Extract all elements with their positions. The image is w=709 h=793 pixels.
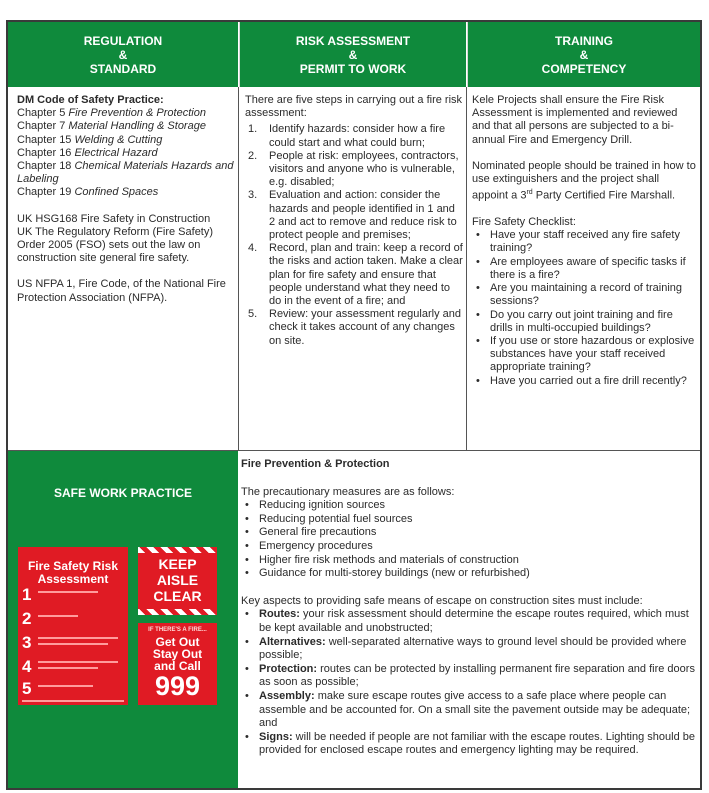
get-out-call-999-sign bbox=[138, 623, 217, 705]
aspect-item bbox=[241, 608, 696, 635]
keep-line: CLEAR bbox=[153, 588, 202, 604]
chapter-title: Chemical Materials Hazards and Labeling bbox=[17, 160, 234, 186]
document-table bbox=[6, 20, 702, 790]
checklist-item: • Have you carried out a fire drill recently? bbox=[472, 375, 696, 388]
poster-step-number: 5 bbox=[22, 679, 32, 698]
chapter-number: Chapter 19 bbox=[17, 186, 75, 199]
aspect-item bbox=[241, 636, 696, 663]
aspect-item bbox=[241, 690, 696, 731]
column-divider bbox=[238, 87, 239, 450]
measure-item: • Guidance for multi-storey buildings (new or refurbished) bbox=[241, 567, 696, 581]
safe-work-practice-panel bbox=[8, 451, 238, 788]
measure-item: • Reducing potential fuel sources bbox=[241, 513, 696, 527]
chapter-number: Chapter 15 bbox=[17, 133, 75, 146]
header-line: REGULATION bbox=[83, 33, 163, 48]
keep-line: AISLE bbox=[156, 572, 199, 588]
risk-step: 1. Identify hazards: consider how a fire could start and what could burn; bbox=[248, 123, 446, 149]
aspect-label: Assembly: bbox=[259, 689, 315, 702]
chapter-title: Fire Prevention & Protection bbox=[68, 107, 206, 120]
getout-small-text: IF THERE'S A FIRE... bbox=[148, 627, 207, 633]
aspect-label: Protection: bbox=[259, 662, 318, 675]
chapter-item bbox=[17, 186, 235, 199]
checklist-item: • Are you maintaining a record of training sessions? bbox=[472, 282, 696, 308]
regulation-heading: DM Code of Safety Practice: bbox=[17, 94, 164, 106]
poster-title: Fire Safety Risk Assessment bbox=[27, 559, 119, 586]
header-line: & bbox=[348, 47, 358, 62]
fire-prevention-title: Fire Prevention & Protection bbox=[241, 458, 390, 470]
measures-intro: The precautionary measures are as follows: bbox=[241, 485, 455, 498]
checklist-item: • Have your staff received any fire safety training? bbox=[472, 229, 696, 255]
getout-line: and Call bbox=[154, 659, 201, 673]
risk-steps bbox=[245, 123, 463, 347]
checklist bbox=[472, 229, 696, 387]
us-nfpa: US NFPA 1, Fire Code, of the National Fire Protection Association (NFPA). bbox=[17, 278, 226, 304]
chapter-title: Confined Spaces bbox=[74, 186, 159, 199]
header-regulation bbox=[8, 22, 238, 87]
header-risk-assessment bbox=[239, 22, 466, 87]
getout-line: Stay Out bbox=[152, 647, 203, 661]
aspect-text: routes can be protected by installing permanent fire separation and fire doors as soon as possible; bbox=[259, 662, 695, 689]
aspect-item bbox=[241, 731, 696, 758]
aspect-label: Routes: bbox=[259, 608, 300, 621]
key-aspects-intro: Key aspects to providing safe means of escape on construction sites must include: bbox=[241, 594, 643, 607]
chapter-item bbox=[17, 160, 235, 186]
header-line: COMPETENCY bbox=[541, 61, 627, 76]
keep-aisle-clear-sign bbox=[138, 547, 217, 615]
training-paragraph-1: Kele Projects shall ensure the Fire Risk Assessment is implemented and reviewed and that all persons are subjected to a bi-annual Fire and Emergency Drill. bbox=[472, 94, 678, 146]
aspect-label: Signs: bbox=[259, 730, 293, 743]
chapter-number: Chapter 5 bbox=[17, 107, 69, 120]
checklist-item: • Are employees aware of specific tasks if there is a fire? bbox=[472, 256, 696, 282]
measure-item: • Higher fire risk methods and materials of construction bbox=[241, 554, 696, 568]
chapter-title: Welding & Cutting bbox=[74, 133, 163, 146]
risk-step: 5. Review: your assessment regularly and check it takes account of any changes on site. bbox=[248, 308, 461, 347]
measure-item: • Reducing ignition sources bbox=[241, 499, 696, 513]
column-divider bbox=[466, 87, 467, 450]
header-line: STANDARD bbox=[89, 61, 157, 76]
risk-step-text: Review: your assessment regularly and check it takes account of any changes on site. bbox=[269, 308, 461, 347]
training-cell bbox=[472, 94, 696, 388]
risk-step: 2. People at risk: employees, contractors, visitors and anyone who is vulnerable, e.g. disabled; bbox=[248, 149, 459, 189]
header-line: & bbox=[118, 47, 128, 62]
getout-text bbox=[138, 636, 217, 672]
risk-step-text: Record, plan and train: keep a record of the risks and action taken. Make a clear plan for fire safety and ensure that people understand what they need to do in the event of a fire; and bbox=[269, 242, 463, 308]
risk-step: 4. Record, plan and train: keep a record of the risks and action taken. Make a clear plan for fire safety and ensure that people understand what they need to do in the event of a fire; and bbox=[248, 242, 463, 308]
aspect-label: Alternatives: bbox=[259, 635, 326, 648]
poster-step-number: 4 bbox=[22, 657, 32, 676]
checklist-item: • If you use or store hazardous or explosive substances have your staff received appropriate training? bbox=[472, 335, 696, 375]
poster-step-number: 1 bbox=[22, 585, 32, 604]
safe-work-title: SAFE WORK PRACTICE bbox=[54, 486, 192, 500]
header-line: & bbox=[579, 47, 589, 62]
measure-item: • General fire precautions bbox=[241, 526, 696, 540]
risk-intro: There are five steps in carrying out a fire risk assessment: bbox=[245, 94, 463, 120]
measure-item: • Emergency procedures bbox=[241, 540, 696, 554]
aspect-text: make sure escape routes give access to a safe place where people can assemble and be accounted for. On a small site the pavement outside may be adequate; and bbox=[259, 689, 691, 730]
uk-fso: UK The Regulatory Reform (Fire Safety) Order 2005 (FSO) sets out the law on construction site general fire safety. bbox=[17, 225, 214, 265]
aspect-text: well-separated alternative ways to ground level should be provided where possible; bbox=[259, 635, 687, 662]
measures-list bbox=[241, 499, 696, 581]
chapter-title: Electrical Hazard bbox=[74, 146, 158, 159]
chapter-list bbox=[17, 107, 235, 199]
training-p2-text: Nominated people should be trained in how to use extinguishers and the project shall appoint a 3 bbox=[472, 159, 696, 202]
aspect-text: will be needed if people are not familiar with the escape routes. Lighting should be provided for enclosed escape routes and emergency lighting may be required. bbox=[259, 730, 695, 757]
regulation-cell bbox=[17, 94, 235, 305]
training-p2-text-end: Party Certified Fire Marshall. bbox=[532, 189, 676, 202]
emergency-number: 999 bbox=[154, 671, 201, 701]
chapter-item bbox=[17, 120, 235, 133]
checklist-item: • Do you carry out joint training and fire drills in multi-occupied buildings? bbox=[472, 309, 696, 335]
aspect-text: your risk assessment should determine the escape routes required, which must be kept available and unobstructed; bbox=[259, 608, 689, 634]
risk-step-text: Evaluation and action: consider the hazards and people identified in 1 and 2 and act to remove and reduce risk to protect people and premises; bbox=[269, 189, 457, 242]
risk-step: 3. Evaluation and action: consider the hazards and people identified in 1 and 2 and act to remove and reduce risk to protect people and premises; bbox=[248, 189, 457, 242]
ordinal-suffix: rd bbox=[526, 189, 533, 197]
fire-prevention-cell bbox=[241, 458, 696, 758]
chapter-item bbox=[17, 134, 235, 147]
poster-step-number: 3 bbox=[22, 633, 32, 652]
training-paragraph-2 bbox=[472, 160, 696, 203]
poster-step-number: 2 bbox=[22, 609, 32, 628]
header-line: TRAINING bbox=[555, 33, 613, 48]
chapter-item bbox=[17, 147, 235, 160]
risk-step-text: Identify hazards: consider how a fire could start and what could burn; bbox=[269, 123, 446, 149]
risk-step-text: People at risk: employees, contractors, visitors and anyone who is vulnerable, e.g. disabled; bbox=[269, 149, 459, 189]
keep-line: KEEP bbox=[158, 556, 197, 572]
getout-line: Get Out bbox=[155, 635, 200, 649]
chapter-item bbox=[17, 107, 235, 120]
chapter-number: Chapter 16 bbox=[17, 146, 75, 159]
aspect-item bbox=[241, 663, 696, 690]
keep-sign-text bbox=[138, 556, 217, 604]
chapter-number: Chapter 18 bbox=[17, 160, 75, 173]
checklist-title: Fire Safety Checklist: bbox=[472, 216, 576, 229]
chapter-title: Material Handling & Storage bbox=[68, 120, 206, 133]
header-line: RISK ASSESSMENT bbox=[295, 33, 411, 48]
fire-safety-poster-image bbox=[18, 547, 128, 705]
header-line: PERMIT TO WORK bbox=[299, 61, 407, 76]
escape-aspects-list bbox=[241, 608, 696, 758]
risk-assessment-cell bbox=[245, 94, 463, 348]
header-training bbox=[467, 22, 700, 87]
uk-hsg168: UK HSG168 Fire Safety in Construction bbox=[17, 212, 211, 225]
chapter-number: Chapter 7 bbox=[17, 120, 69, 133]
